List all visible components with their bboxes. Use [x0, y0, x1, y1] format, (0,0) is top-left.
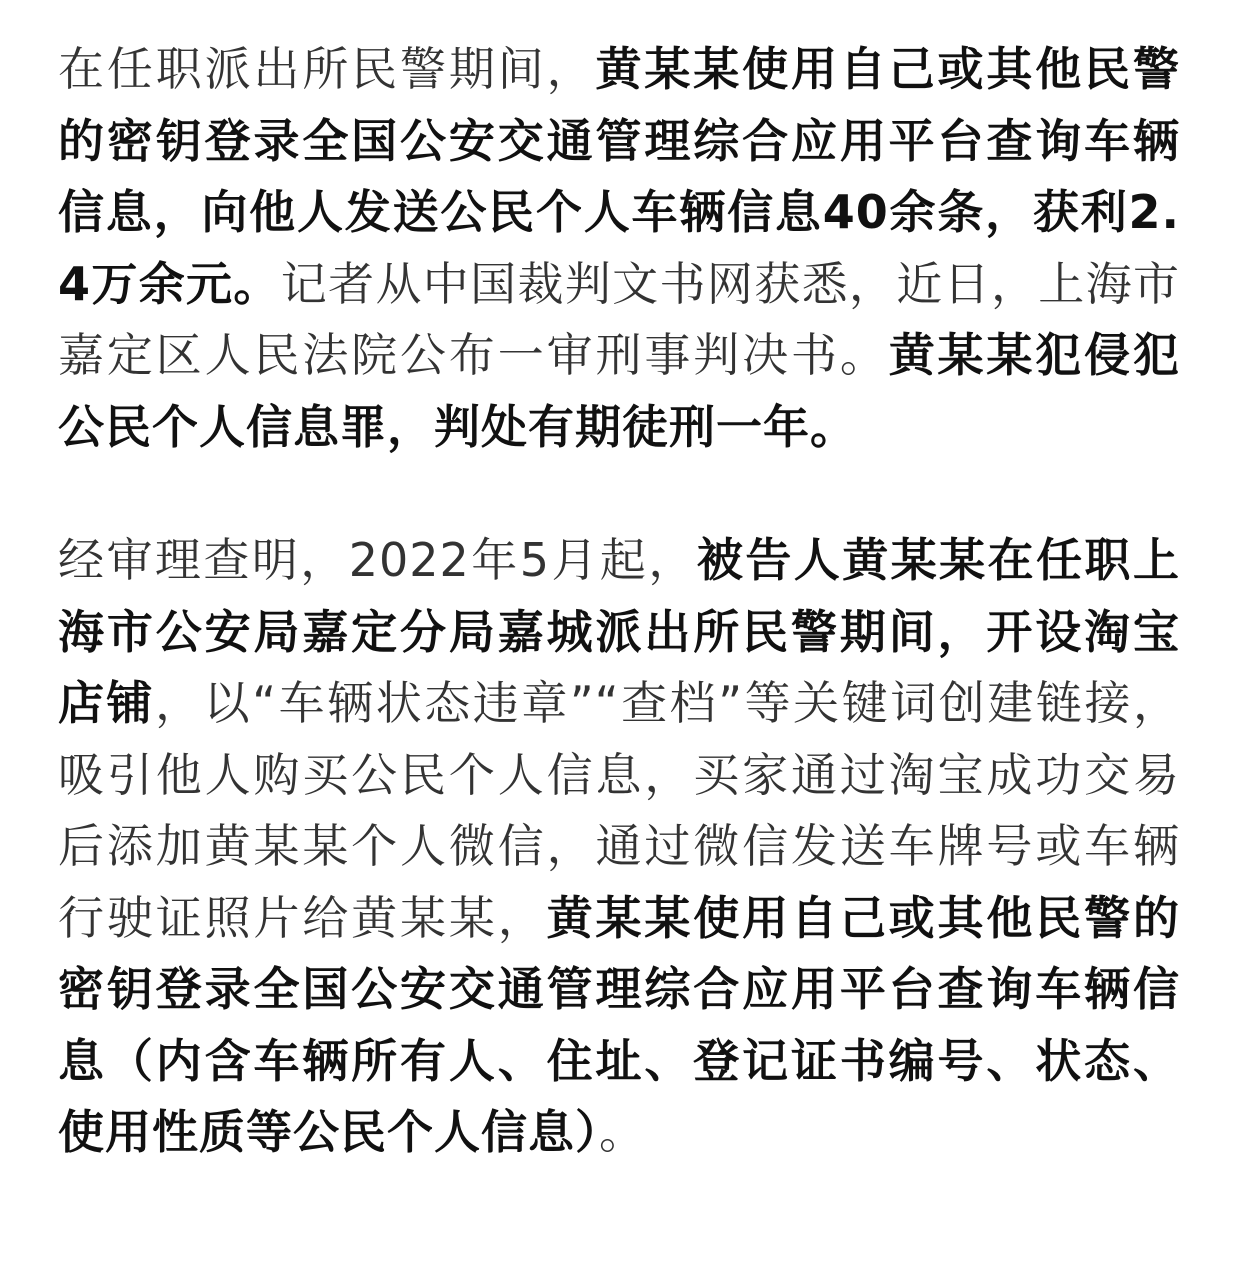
text-segment: 在任职派出所民警期间， [58, 42, 596, 96]
bold-text-segment: 黄某某使用自己或其他民警的密钥登录全国公安交通管理综合应用平台查询车辆信息（内含车辆所有人、住址、登记证书编号、状态、使用性质等公民个人信息） [58, 890, 1181, 1159]
bold-text-segment: 被告人黄某某在任职上海市公安局嘉定分局嘉城派出所民警期间，开设淘宝店铺 [58, 533, 1180, 730]
bold-text-segment: 黄某某犯侵犯公民个人信息罪，判处有期徒刑一年。 [58, 328, 1181, 454]
text-segment: 记者从中国裁判文书网获悉，近日，上海市嘉定区人民法院公布一审刑事判决书。 [58, 256, 1180, 382]
text-segment: 。 [599, 1105, 646, 1159]
paragraph-2 [58, 525, 1180, 1169]
paragraph-1 [58, 34, 1180, 463]
text-segment: 经审理查明，2022年5月起， [58, 533, 697, 587]
text-segment: ，以“车辆状态违章”“查档”等关键词创建链接，吸引他人购买公民个人信息，买家通过淘宝成功交易后添加黄某某个人微信，通过微信发送车牌号或车辆行驶证照片给黄某某， [58, 676, 1181, 945]
bold-text-segment: 黄某某使用自己或其他民警的密钥登录全国公安交通管理综合应用平台查询车辆信息，向他人发送公民个人车辆信息40余条，获利2.4万余元。 [58, 42, 1181, 311]
